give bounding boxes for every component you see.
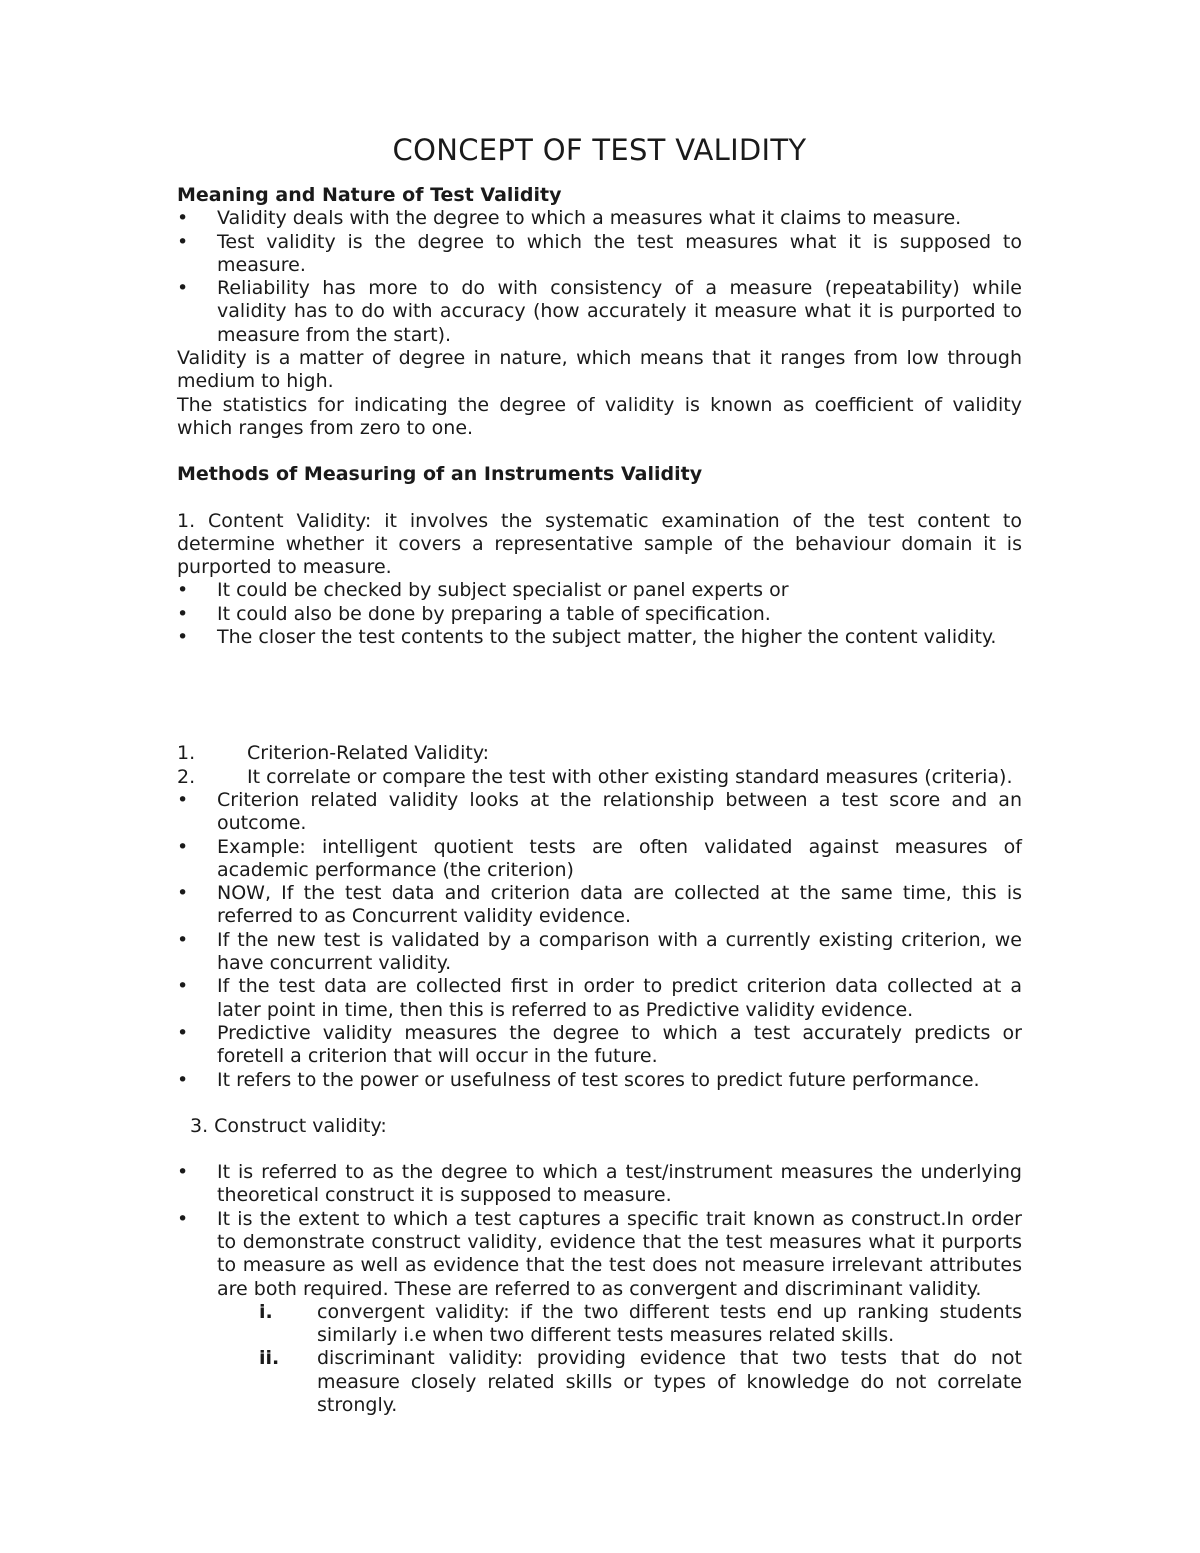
list-item: • It is the extent to which a test captures a specific trait known as construct.In order to demonstrate construct validity, evidence that the test measures what it purports to measure as well as evidence that the test does not measure irrelevant attributes are both required. These are referred to as convergent and discriminant validity. [177,1208,1022,1301]
list-item: • It is referred to as the degree to which a test/instrument measures the underlying theoretical construct it is supposed to measure. [177,1161,1022,1208]
spacer [177,487,1022,510]
section-heading-construct: 3. Construct validity: [190,1114,387,1137]
list-item: • The closer the test contents to the subject matter, the higher the content validity. [177,626,1022,649]
list-item: • Criterion related validity looks at the relationship between a test score and an outcome. [177,789,1022,836]
section-heading-meaning: Meaning and Nature of Test Validity [177,184,562,206]
criterion-bullet-list [177,789,1022,1092]
list-item: • Validity deals with the degree to which a measures what it claims to measure. [177,207,1022,230]
document-title: CONCEPT OF TEST VALIDITY [392,133,807,167]
item-text: discriminant validity: providing evidence that two tests that do not measure closely related skills or types of knowledge do not correlate strongly. [317,1347,1022,1417]
roman-item-convergent [259,1301,1022,1348]
item-number: 2. [177,765,196,788]
paragraph-coefficient: The statistics for indicating the degree of validity is known as coefficient of validity which ranges from zero to one. [177,393,1022,439]
list-item: • If the test data are collected first in order to predict criterion data collected at a later point in time, then this is referred to as Predictive validity evidence. [177,975,1022,1022]
list-item: • Test validity is the degree to which the test measures what it is supposed to measure. [177,231,1022,278]
spacer [177,1092,1022,1115]
item-text: Criterion-Related Validity: [247,742,490,765]
item-text: convergent validity: if the two different tests end up ranking students similarly i.e when two different tests measures related skills. [317,1300,1022,1347]
construct-bullet-list [177,1161,1022,1301]
section-heading-methods: Methods of Measuring of an Instruments Validity [177,463,703,486]
list-item: • Example: intelligent quotient tests are often validated against measures of academic performance (the criterion) [177,836,1022,883]
spacer [177,1138,1022,1161]
list-item: • NOW, If the test data and criterion data are collected at the same time, this is referred to as Concurrent validity evidence. [177,882,1022,929]
item-number: ii. [259,1347,280,1370]
numbered-item-criterion [177,742,1022,765]
spacer [177,440,1022,463]
list-item: • It could be checked by subject specialist or panel experts or [177,579,1022,602]
content-bullet-list [177,579,1022,649]
paragraph-degree: Validity is a matter of degree in nature, which means that it ranges from low through medium to high. [177,347,1022,393]
item-number: i. [259,1300,273,1323]
roman-item-discriminant [259,1347,1022,1417]
item-text: It correlate or compare the test with other existing standard measures (criteria). [247,765,1013,788]
list-item: • It refers to the power or usefulness of test scores to predict future performance. [177,1069,1022,1092]
meaning-bullet-list [177,207,1022,347]
list-item: • It could also be done by preparing a table of specification. [177,603,1022,626]
list-item: • If the new test is validated by a comparison with a currently existing criterion, we have concurrent validity. [177,929,1022,976]
spacer [177,649,1022,742]
item-number: 1. [177,742,196,765]
numbered-item-correlate [177,766,1022,789]
list-item: • Reliability has more to do with consistency of a measure (repeatability) while validity has to do with accuracy (how accurately it measure what it is purported to measure from the start). [177,277,1022,347]
list-item: • Predictive validity measures the degree to which a test accurately predicts or foretell a criterion that will occur in the future. [177,1022,1022,1069]
paragraph-content-validity: 1. Content Validity: it involves the systematic examination of the test content to determine whether it covers a representative sample of the behaviour domain it is purported to measure. [177,509,1022,579]
